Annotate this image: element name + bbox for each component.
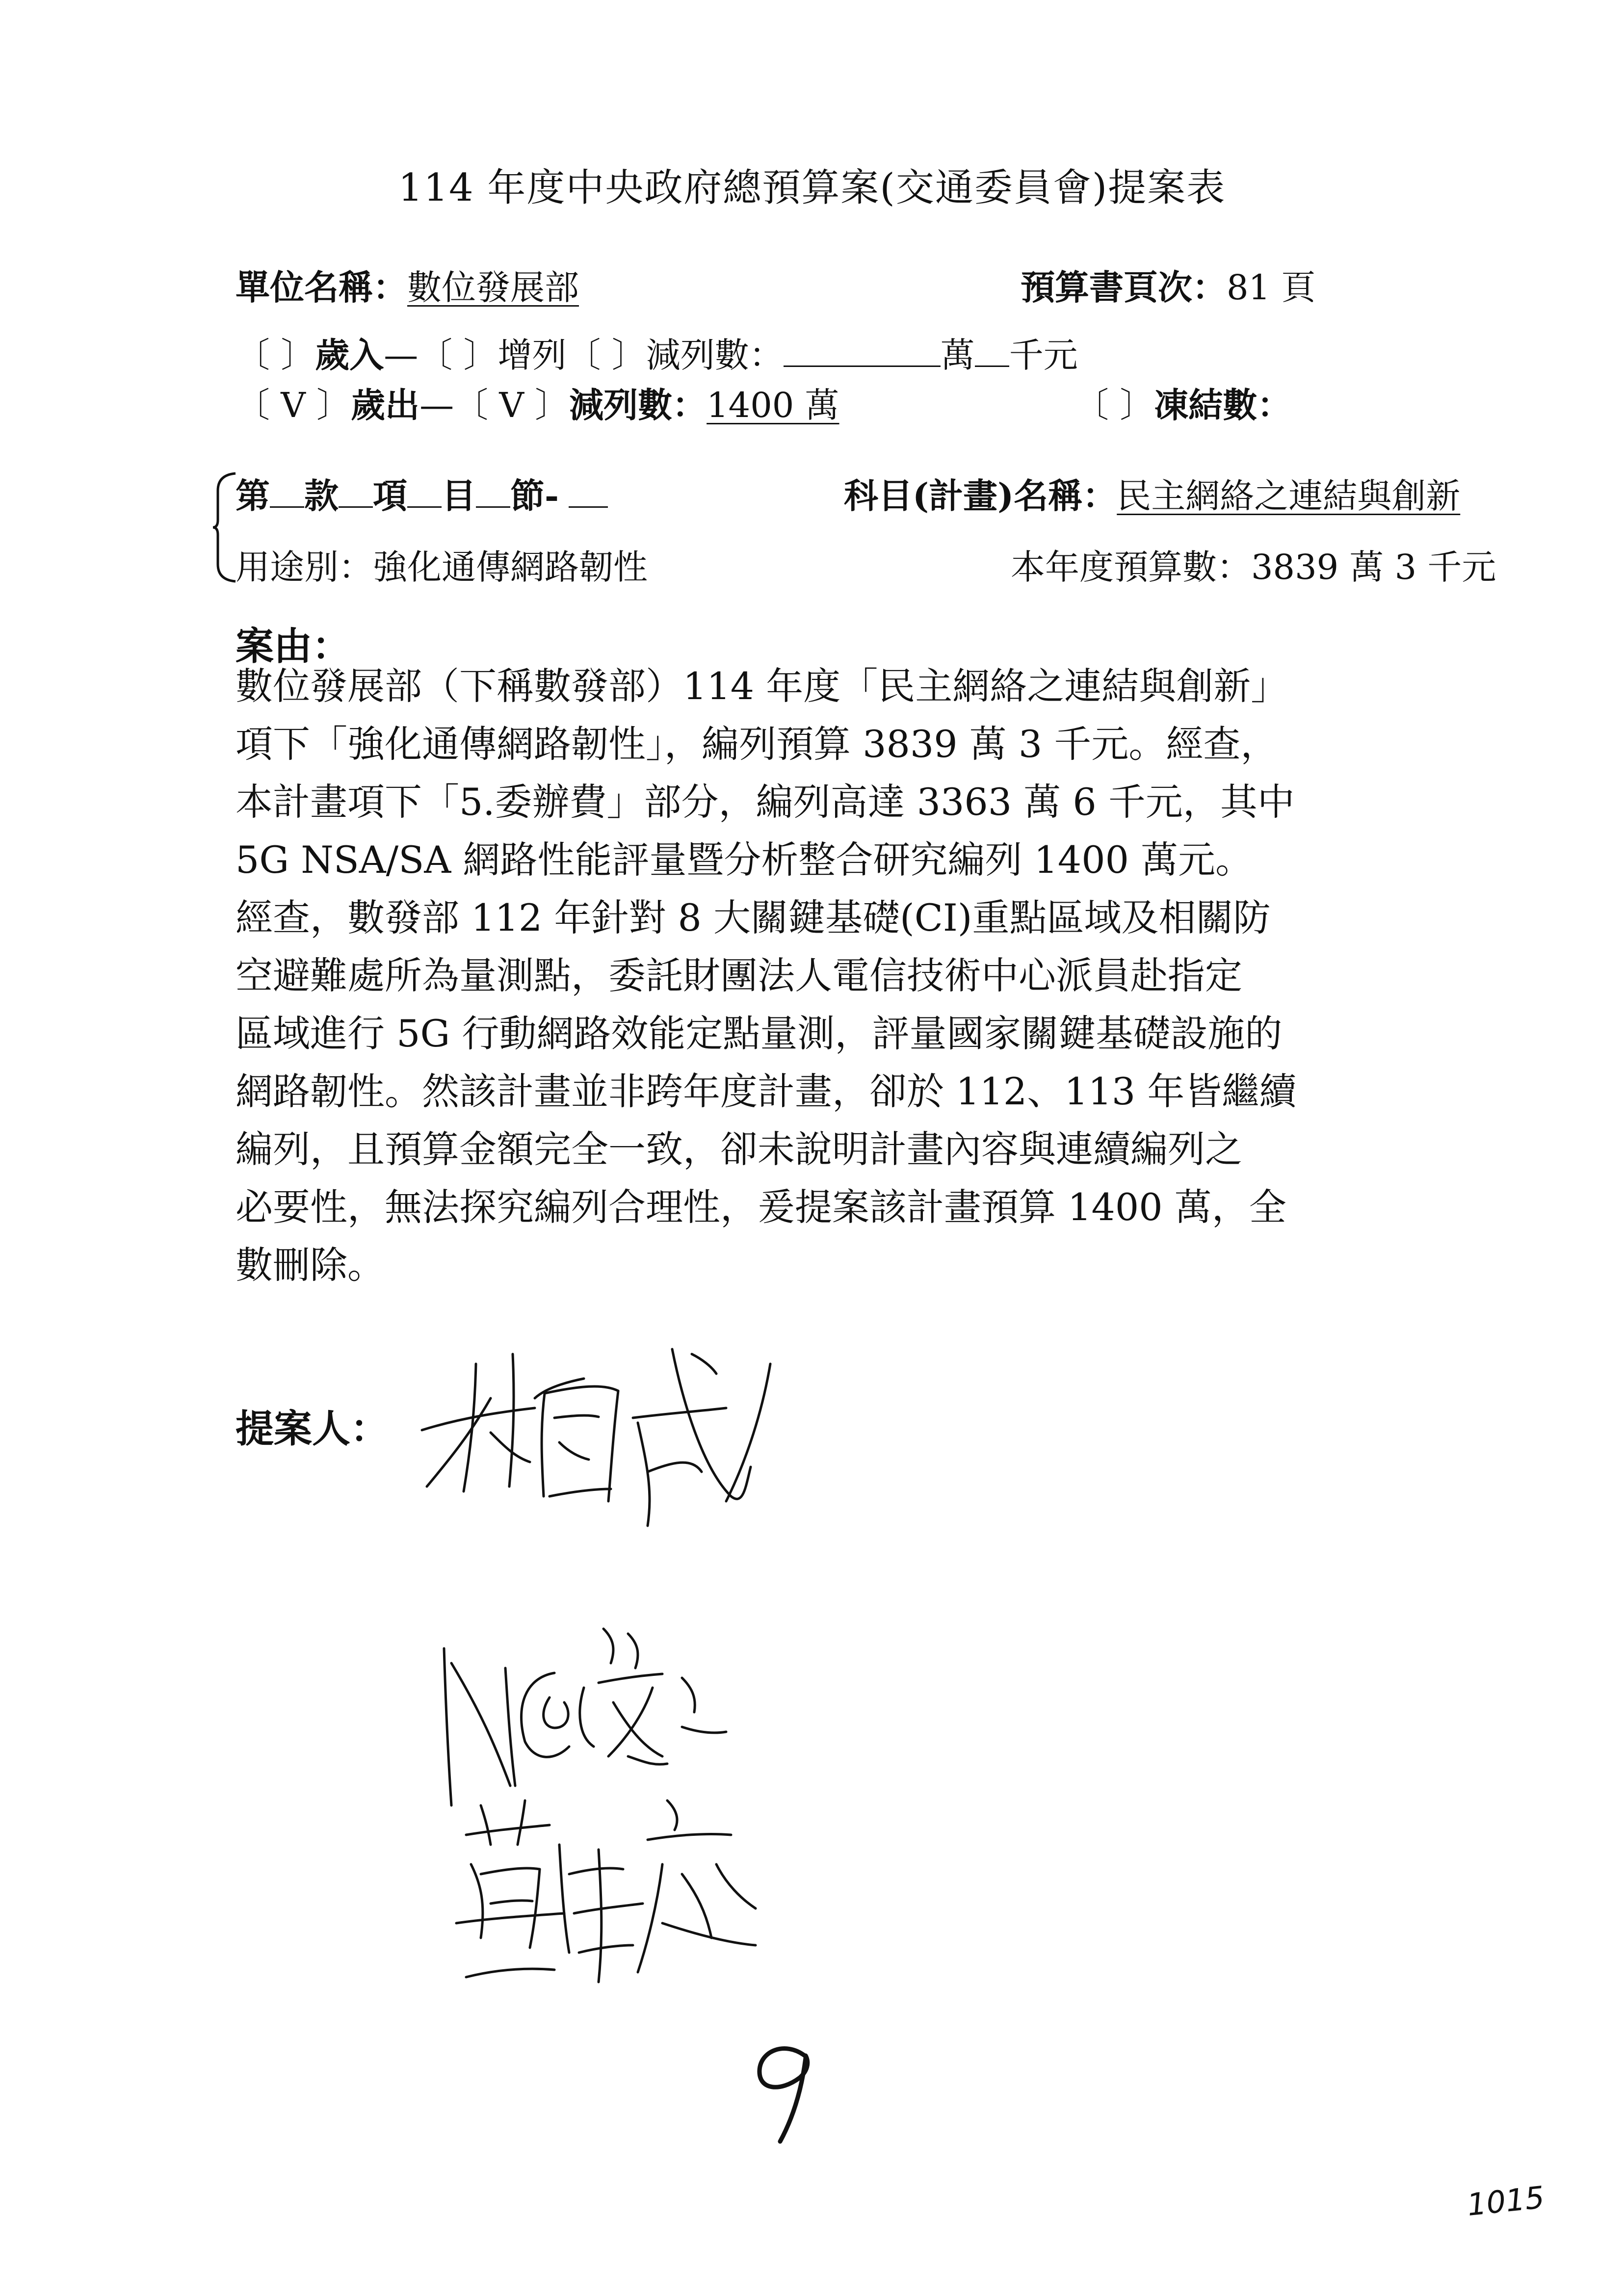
reason-line: 數刪除。 <box>236 1243 385 1287</box>
usage-text: 用途別：強化通傳網路韌性 <box>236 547 648 587</box>
unit-row <box>236 260 579 310</box>
revenue-unit-wan: 萬 <box>940 335 975 375</box>
jie-blank <box>476 479 510 508</box>
item-mu: 目 <box>442 475 476 516</box>
signature-3 <box>451 1776 795 2011</box>
item-row <box>236 469 608 518</box>
reason-body <box>236 657 1442 1294</box>
subject-label: 科目(計畫)名稱： <box>844 475 1117 516</box>
item-xiang: 項 <box>373 475 407 516</box>
revenue-decrease: 〔 〕減列數： <box>566 335 784 375</box>
expenditure-check: 〔 V 〕 <box>236 385 351 425</box>
revenue-label: 歲入 <box>315 335 384 375</box>
unit-value: 數位發展部 <box>407 267 579 308</box>
revenue-thousand-blank <box>975 338 1009 367</box>
unit-label: 單位名稱： <box>236 267 407 308</box>
reason-line: 必要性，無法探究編列合理性，爰提案該計畫預算 1400 萬，全 <box>236 1185 1286 1229</box>
reason-line: 區域進行 5G 行動網路效能定點量測，評量國家關鍵基礎設施的 <box>236 1012 1283 1055</box>
budget-page-value: 81 頁 <box>1227 267 1316 308</box>
subject-row <box>844 469 1460 518</box>
reason-line: 編列，且預算金額完全一致，卻未說明計畫內容與連續編列之 <box>236 1127 1242 1171</box>
budget-page-row <box>1021 260 1315 310</box>
handwritten-number <box>746 2036 824 2149</box>
reason-line: 本計畫項下「5.委辦費」部分，編列高達 3363 萬 6 千元，其中 <box>236 780 1295 824</box>
xiang-blank <box>339 479 373 508</box>
item-di: 第 <box>236 475 270 516</box>
revenue-check: 〔 〕 <box>236 335 315 375</box>
revenue-row <box>236 328 1078 377</box>
revenue-dash: — <box>384 335 419 375</box>
reason-label: 案由： <box>236 624 351 669</box>
kuan-blank <box>270 479 304 508</box>
page-title: 114 年度中央政府總預算案(交通委員會)提案表 <box>398 166 1226 210</box>
jie-tail-blank <box>569 479 608 508</box>
expenditure-label: 歲出 <box>351 385 420 425</box>
expenditure-row <box>236 378 839 427</box>
page-note: 1015 <box>1465 2179 1546 2223</box>
revenue-amount-blank <box>784 338 941 367</box>
freeze-label: 凍結數： <box>1154 385 1292 425</box>
subject-value: 民主網絡之連結與創新 <box>1117 476 1461 516</box>
expenditure-decrease-label: 減列數： <box>569 385 707 425</box>
reason-line: 空避難處所為量測點，委託財團法人電信技術中心派員赴指定 <box>236 954 1242 997</box>
signature-1 <box>417 1325 819 1560</box>
revenue-increase: 〔 〕增列 <box>418 335 567 375</box>
revenue-unit-thousand: 千元 <box>1009 335 1078 375</box>
item-kuan: 款 <box>304 475 339 516</box>
item-jie: 節- <box>510 475 559 516</box>
mu-blank <box>407 479 442 508</box>
freeze-row <box>1074 378 1291 427</box>
expenditure-decrease-check: 〔 V 〕 <box>454 385 570 425</box>
reason-line: 5G NSA/SA 網路性能評量暨分析整合研究編列 1400 萬元。 <box>236 838 1253 882</box>
proposer-label: 提案人： <box>236 1407 389 1451</box>
current-budget-text: 本年度預算數：3839 萬 3 千元 <box>1011 547 1496 587</box>
reason-line: 項下「強化通傳網路韌性」，編列預算 3839 萬 3 千元。經查， <box>236 722 1278 766</box>
expenditure-dash: — <box>419 385 454 425</box>
freeze-check: 〔 〕 <box>1074 385 1154 425</box>
reason-line: 網路韌性。然該計畫並非跨年度計畫，卻於 112、113 年皆繼續 <box>236 1070 1297 1113</box>
expenditure-decrease-value: 1400 萬 <box>707 385 839 425</box>
reason-line: 數位發展部（下稱數發部）114 年度「民主網絡之連結與創新」 <box>236 664 1288 708</box>
budget-page-label: 預算書頁次： <box>1021 267 1227 308</box>
reason-line: 經查，數發部 112 年針對 8 大關鍵基礎(CI)重點區域及相關防 <box>236 896 1271 939</box>
